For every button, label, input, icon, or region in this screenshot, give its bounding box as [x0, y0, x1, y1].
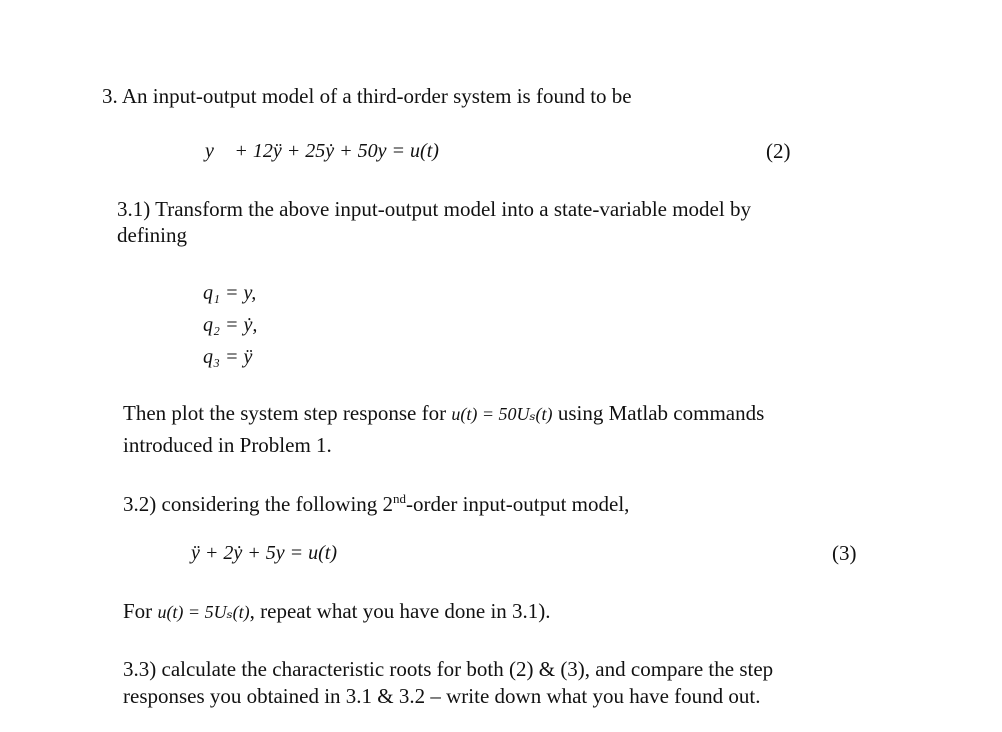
matlab-commands-text: using Matlab commands: [557, 401, 765, 425]
part-3-3-line-2: responses you obtained in 3.1 & 3.2 – write down what you have found out.: [123, 684, 761, 708]
step-input-5: u(t) = 5Uₛ(t): [157, 602, 250, 622]
repeat-prefix: For: [123, 599, 153, 623]
step-response-line-2: introduced in Problem 1.: [123, 433, 332, 457]
state-definition-q2: q₂ = ẏ,: [203, 314, 258, 336]
equation-number-3: (3): [832, 541, 857, 565]
third-order-equation: y⃛ + 12ÿ + 25ẏ + 50y = u(t): [205, 140, 439, 162]
step-response-text: Then plot the system step response for: [123, 401, 447, 425]
state-definition-q1: q₁ = y,: [203, 282, 257, 304]
part-3-1-line-2: defining: [117, 223, 187, 247]
repeat-suffix: , repeat what you have done in 3.1).: [249, 599, 551, 623]
part-3-3-line-1: 3.3) calculate the characteristic roots for both (2) & (3), and compare the step: [123, 657, 774, 681]
step-input-50: u(t) = 50Uₛ(t): [451, 404, 553, 424]
step-response-line-1: [123, 400, 764, 427]
equation-number-2: (2): [766, 139, 791, 163]
repeat-line: [123, 598, 551, 625]
part-3-2-prefix: 3.2) considering the following 2: [123, 492, 394, 516]
part-3-2-suffix: -order input-output model,: [406, 492, 630, 516]
second-order-equation: ÿ + 2ẏ + 5y = u(t): [191, 542, 337, 564]
state-definition-q3: q₃ = ÿ: [203, 346, 253, 368]
ordinal-superscript: nd: [393, 491, 407, 506]
problem-heading: 3. An input-output model of a third-order system is found to be: [102, 84, 632, 108]
part-3-2-line: [123, 486, 629, 517]
part-3-1-line-1: 3.1) Transform the above input-output model into a state-variable model by: [117, 197, 751, 221]
